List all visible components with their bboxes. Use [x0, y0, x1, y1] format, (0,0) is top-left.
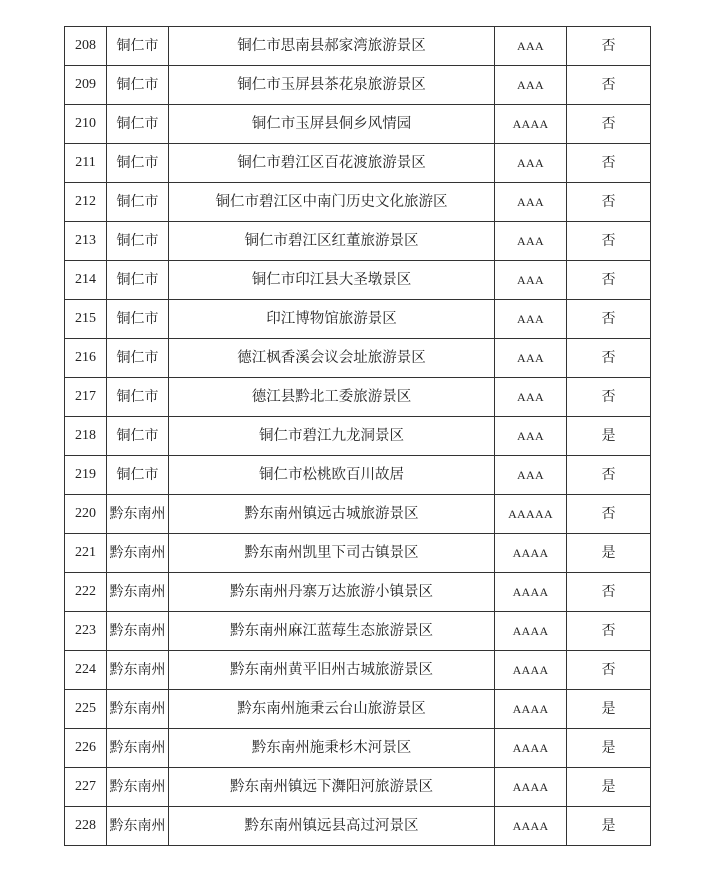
scenic-area-name: 黔东南州镇远县高过河景区 — [169, 807, 495, 846]
scenic-area-name: 黔东南州麻江蓝莓生态旅游景区 — [169, 612, 495, 651]
row-number: 220 — [65, 495, 107, 534]
table-body — [65, 27, 651, 846]
scenic-area-name: 印江博物馆旅游景区 — [169, 300, 495, 339]
city-cell: 黔东南州 — [107, 495, 169, 534]
yes-no-flag: 是 — [567, 768, 651, 807]
yes-no-flag: 是 — [567, 690, 651, 729]
table-row — [65, 534, 651, 573]
rating-level: AAAA — [495, 690, 567, 729]
table-row — [65, 261, 651, 300]
rating-level: AAAA — [495, 534, 567, 573]
table-row — [65, 339, 651, 378]
table-row — [65, 495, 651, 534]
scenic-area-name: 黔东南州镇远古城旅游景区 — [169, 495, 495, 534]
row-number: 209 — [65, 66, 107, 105]
city-cell: 黔东南州 — [107, 573, 169, 612]
rating-level: AAA — [495, 261, 567, 300]
city-cell: 铜仁市 — [107, 144, 169, 183]
table-row — [65, 456, 651, 495]
scenic-area-name: 黔东南州黄平旧州古城旅游景区 — [169, 651, 495, 690]
rating-level: AAAA — [495, 807, 567, 846]
scenic-area-name: 铜仁市碧江九龙洞景区 — [169, 417, 495, 456]
row-number: 224 — [65, 651, 107, 690]
rating-level: AAA — [495, 456, 567, 495]
table-row — [65, 807, 651, 846]
city-cell: 黔东南州 — [107, 729, 169, 768]
yes-no-flag: 否 — [567, 339, 651, 378]
row-number: 218 — [65, 417, 107, 456]
city-cell: 黔东南州 — [107, 807, 169, 846]
rating-level: AAA — [495, 339, 567, 378]
row-number: 219 — [65, 456, 107, 495]
row-number: 211 — [65, 144, 107, 183]
city-cell: 铜仁市 — [107, 339, 169, 378]
table-row — [65, 651, 651, 690]
row-number: 216 — [65, 339, 107, 378]
scenic-area-name: 黔东南州镇远下㵲阳河旅游景区 — [169, 768, 495, 807]
city-cell: 铜仁市 — [107, 456, 169, 495]
scenic-area-name: 铜仁市玉屏县侗乡风情园 — [169, 105, 495, 144]
scenic-area-name: 铜仁市碧江区百花渡旅游景区 — [169, 144, 495, 183]
yes-no-flag: 否 — [567, 261, 651, 300]
yes-no-flag: 否 — [567, 144, 651, 183]
scenic-area-name: 铜仁市印江县大圣墩景区 — [169, 261, 495, 300]
row-number: 227 — [65, 768, 107, 807]
row-number: 208 — [65, 27, 107, 66]
yes-no-flag: 是 — [567, 807, 651, 846]
scenic-area-name: 铜仁市松桃欧百川故居 — [169, 456, 495, 495]
scenic-area-table — [64, 26, 651, 846]
yes-no-flag: 否 — [567, 183, 651, 222]
row-number: 221 — [65, 534, 107, 573]
city-cell: 铜仁市 — [107, 222, 169, 261]
rating-level: AAA — [495, 378, 567, 417]
table-row — [65, 417, 651, 456]
rating-level: AAAAA — [495, 495, 567, 534]
rating-level: AAA — [495, 300, 567, 339]
rating-level: AAAA — [495, 768, 567, 807]
table-row — [65, 378, 651, 417]
row-number: 212 — [65, 183, 107, 222]
table-row — [65, 690, 651, 729]
rating-level: AAA — [495, 27, 567, 66]
city-cell: 黔东南州 — [107, 768, 169, 807]
rating-level: AAA — [495, 66, 567, 105]
city-cell: 铜仁市 — [107, 66, 169, 105]
yes-no-flag: 是 — [567, 417, 651, 456]
rating-level: AAAA — [495, 729, 567, 768]
row-number: 228 — [65, 807, 107, 846]
scenic-area-name: 铜仁市碧江区中南门历史文化旅游区 — [169, 183, 495, 222]
rating-level: AAAA — [495, 612, 567, 651]
rating-level: AAAA — [495, 105, 567, 144]
rating-level: AAAA — [495, 651, 567, 690]
yes-no-flag: 否 — [567, 27, 651, 66]
row-number: 222 — [65, 573, 107, 612]
row-number: 213 — [65, 222, 107, 261]
city-cell: 铜仁市 — [107, 300, 169, 339]
table-row — [65, 573, 651, 612]
table-row — [65, 768, 651, 807]
row-number: 210 — [65, 105, 107, 144]
row-number: 217 — [65, 378, 107, 417]
city-cell: 黔东南州 — [107, 612, 169, 651]
table-row — [65, 612, 651, 651]
scenic-area-name: 德江枫香溪会议会址旅游景区 — [169, 339, 495, 378]
scenic-area-name: 黔东南州施秉杉木河景区 — [169, 729, 495, 768]
scenic-area-name: 铜仁市玉屏县茶花泉旅游景区 — [169, 66, 495, 105]
yes-no-flag: 是 — [567, 534, 651, 573]
yes-no-flag: 否 — [567, 105, 651, 144]
city-cell: 铜仁市 — [107, 417, 169, 456]
city-cell: 黔东南州 — [107, 690, 169, 729]
row-number: 225 — [65, 690, 107, 729]
yes-no-flag: 否 — [567, 651, 651, 690]
row-number: 214 — [65, 261, 107, 300]
yes-no-flag: 否 — [567, 573, 651, 612]
scenic-area-name: 黔东南州丹寨万达旅游小镇景区 — [169, 573, 495, 612]
table-row — [65, 105, 651, 144]
city-cell: 铜仁市 — [107, 261, 169, 300]
scenic-area-name: 黔东南州凯里下司古镇景区 — [169, 534, 495, 573]
yes-no-flag: 否 — [567, 495, 651, 534]
scenic-area-name: 铜仁市碧江区红董旅游景区 — [169, 222, 495, 261]
rating-level: AAA — [495, 417, 567, 456]
yes-no-flag: 否 — [567, 300, 651, 339]
row-number: 215 — [65, 300, 107, 339]
table-row — [65, 144, 651, 183]
rating-level: AAA — [495, 222, 567, 261]
city-cell: 铜仁市 — [107, 27, 169, 66]
yes-no-flag: 否 — [567, 612, 651, 651]
yes-no-flag: 是 — [567, 729, 651, 768]
table-row — [65, 222, 651, 261]
table-row — [65, 27, 651, 66]
city-cell: 铜仁市 — [107, 105, 169, 144]
city-cell: 铜仁市 — [107, 183, 169, 222]
yes-no-flag: 否 — [567, 222, 651, 261]
rating-level: AAA — [495, 144, 567, 183]
yes-no-flag: 否 — [567, 456, 651, 495]
table-row — [65, 183, 651, 222]
city-cell: 黔东南州 — [107, 651, 169, 690]
table-row — [65, 66, 651, 105]
row-number: 226 — [65, 729, 107, 768]
scenic-area-name: 铜仁市思南县郝家湾旅游景区 — [169, 27, 495, 66]
yes-no-flag: 否 — [567, 66, 651, 105]
table-row — [65, 729, 651, 768]
city-cell: 铜仁市 — [107, 378, 169, 417]
rating-level: AAA — [495, 183, 567, 222]
scenic-area-name: 黔东南州施秉云台山旅游景区 — [169, 690, 495, 729]
row-number: 223 — [65, 612, 107, 651]
yes-no-flag: 否 — [567, 378, 651, 417]
table-row — [65, 300, 651, 339]
scenic-area-name: 德江县黔北工委旅游景区 — [169, 378, 495, 417]
city-cell: 黔东南州 — [107, 534, 169, 573]
rating-level: AAAA — [495, 573, 567, 612]
